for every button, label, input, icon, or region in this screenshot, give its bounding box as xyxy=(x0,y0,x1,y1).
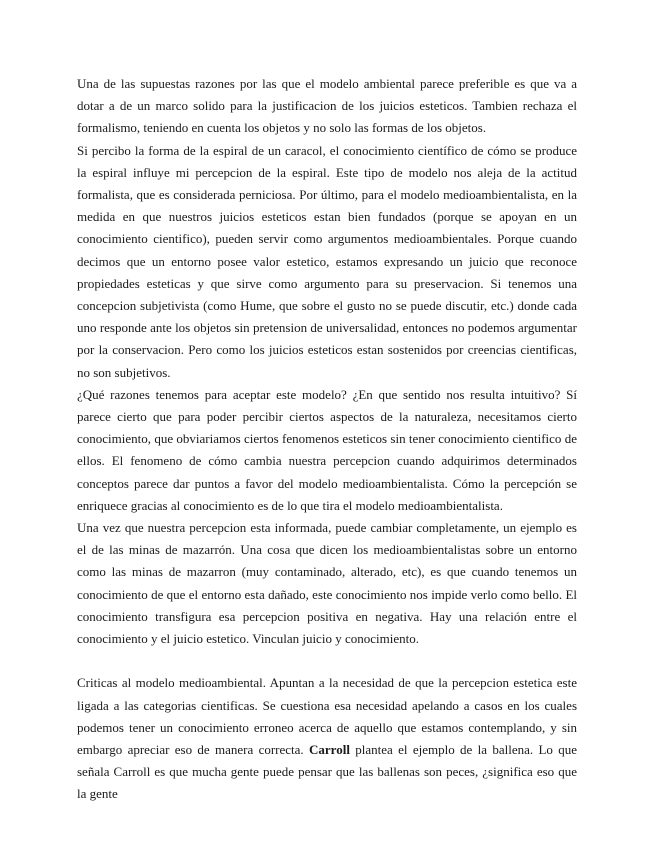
paragraph-2: Si percibo la forma de la espiral de un caracol, el conocimiento científico de cómo se produce la espiral influye mi percepcion de la espiral. Este tipo de modelo nos aleja de la actitud formalista, que es considerada perniciosa. Por último, para el modelo medioambientalista, en la medida en que nuestros juicios esteticos estan bien fundados (porque se apoyan en un conocimiento cientifico), pueden servir como argumentos medioambientales. Porque cuando decimos que un entorno posee valor estetico, estamos expresando un juicio que reconoce propiedades esteticas y que sirve como argumento para su preservacion. Si tenemos una concepcion subjetivista (como Hume, que sobre el gusto no se puede discutir, etc.) donde cada uno responde ante los objetos sin pretension de universalidad, entonces no podemos argumentar por la conservacion. Pero como los juicios esteticos estan sostenidos por creencias cientificas, no son subjetivos. xyxy=(77,142,577,380)
paragraph-3: ¿Qué razones tenemos para aceptar este modelo? ¿En que sentido nos resulta intuitivo? Sí parece cierto que para poder percibir ciertos aspectos de la naturaleza, necesitamos cierto conocimiento, que obviariamos ciertos fenomenos esteticos sin tener conocimiento cientifico de ellos. El fenomeno de cómo cambia nuestra percepcion cuando adquirimos determinados conceptos parece dar puntos a favor del modelo medioambientalista. Cómo la percepción se enriquece gracias al conocimiento es de lo que tira el modelo medioambientalista. xyxy=(77,386,577,513)
paragraph-1: Una de las supuestas razones por las que el modelo ambiental parece preferible es que va a dotar a de un marco solido para la justificacion de los juicios esteticos. Tambien rechaza el formalismo, teniendo en cuenta los objetos y no solo las formas de los objetos. xyxy=(77,76,577,136)
paragraph-5-text-end: plantea el ejemplo de la ballena. Lo que señala Carroll es que mucha gente puede pensar que las ballenas son peces, ¿significa eso que la gente xyxy=(77,742,577,802)
author-name-bold: Carroll xyxy=(309,742,350,758)
document-body xyxy=(77,73,577,806)
paragraph-5 xyxy=(77,672,577,805)
paragraph-4: Una vez que nuestra percepcion esta informada, puede cambiar completamente, un ejemplo es el de las minas de mazarrón. Una cosa que dicen los medioambientalistas sobre un entorno como las minas de mazarron (muy contaminado, alterado, etc), es que cuando tenemos un conocimiento de que el entorno esta dañado, este conocimiento nos impide verlo como bello. El conocimiento transfigura esa percepcion positiva en negativa. Hay una relación entre el conocimiento y el juicio estetico. Vinculan juicio y conocimiento. xyxy=(77,520,577,647)
paragraph-5-text-start: Criticas al modelo medioambiental. Apuntan a la necesidad de que la percepcion estetica este ligada a las categorias cientificas. Se cuestiona esa necesidad apelando a casos en los cuales podemos tener un conocimiento erroneo acerca de aquello que estamos contemplando, y sin embargo apreciar eso de manera correcta. xyxy=(77,675,577,758)
